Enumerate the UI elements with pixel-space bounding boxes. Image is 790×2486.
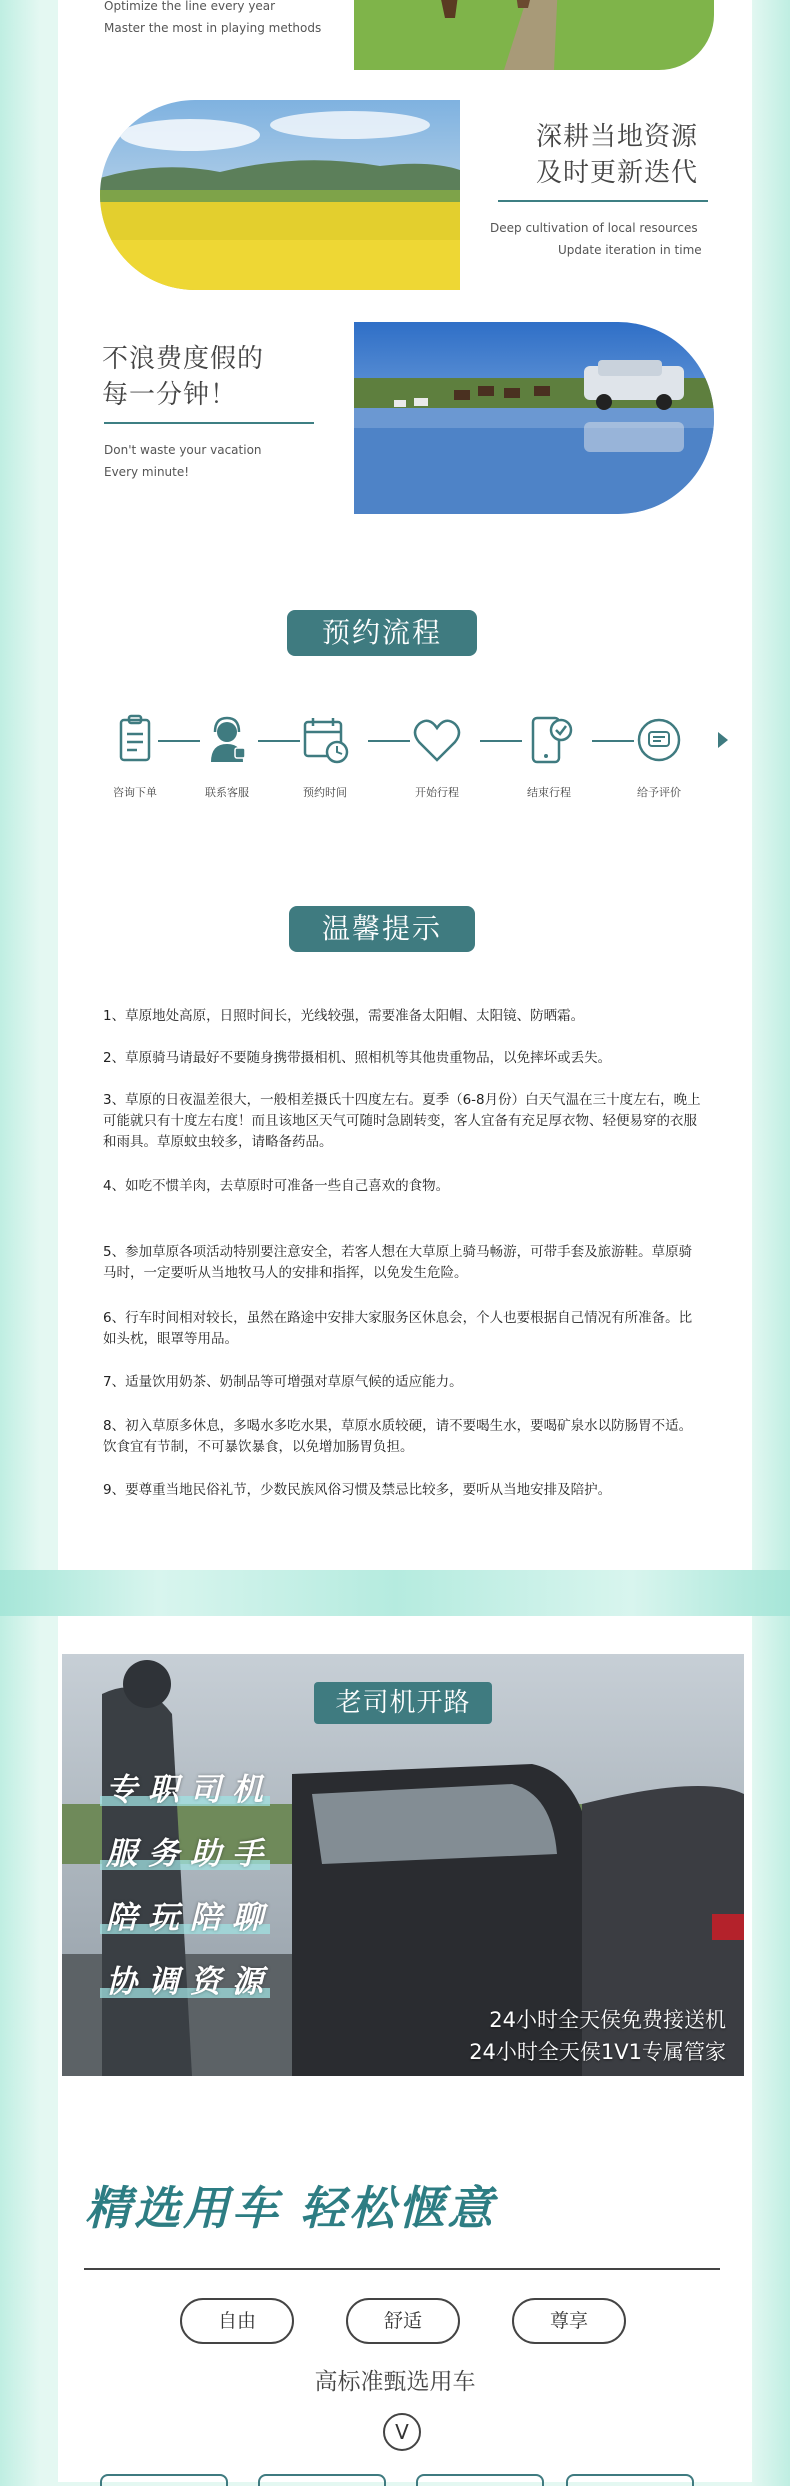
driver-note-1: 24小时全天侯免费接送机 [489, 2008, 726, 2032]
intro-en-line2: Master the most in playing methods [104, 21, 322, 35]
option-premium-button[interactable]: 尊享 [512, 2298, 626, 2344]
bottom-card-tab [566, 2474, 694, 2486]
step-service [182, 712, 272, 800]
bottom-card-tab [416, 2474, 544, 2486]
option-free-button[interactable]: 自由 [180, 2298, 294, 2344]
feature-resources-title-2: 及时更新迭代 [536, 158, 699, 188]
chat-icon [631, 712, 687, 768]
steps-arrow-icon [718, 732, 728, 748]
grassland-trail-photo [354, 0, 714, 70]
step-label-review: 给予评价 [637, 786, 681, 799]
scroll-down-button[interactable]: V [383, 2413, 421, 2451]
step-order [90, 712, 180, 800]
driver-tag: 老司机开路 [314, 1682, 492, 1724]
tip-item: 7、适量饮用奶茶、奶制品等可增强对草原气候的适应能力。 [103, 1374, 463, 1390]
heart-icon [409, 712, 465, 768]
feature-vacation-en-1: Don't waste your vacation [104, 443, 262, 457]
booking-heading: 预约流程 [287, 610, 477, 656]
tip-item: 9、要尊重当地民俗礼节，少数民族风俗习惯及禁忌比较多，要听从当地安排及陪护。 [103, 1482, 612, 1498]
step-label-service: 联系客服 [205, 786, 249, 799]
tip-item: 3、草原的日夜温差很大，一般相差摄氏十四度左右。夏季（6-8月份）白天气温在三十度左右，晚上可能就只有十度左右度！而且该地区天气可随时急剧转变，客人宜备有充足厚衣物、轻便易穿的衣服和雨具。草原蚊虫较多，请略备药品。 [103, 1092, 701, 1150]
step-review [614, 712, 704, 800]
bottom-card-tab [258, 2474, 386, 2486]
tip-item: 4、如吃不惯羊肉，去草原时可准备一些自己喜欢的食物。 [103, 1178, 450, 1194]
phone-check-icon [521, 712, 577, 768]
selection-caption: 高标准甄选用车 [314, 2369, 476, 2395]
step-label-start: 开始行程 [415, 786, 459, 799]
feature-resources-en-2: Update iteration in time [558, 243, 702, 257]
step-label-calendar: 预约时间 [303, 786, 347, 799]
selection-rule [84, 2268, 720, 2270]
selection-title: 精选用车 轻松惬意 [85, 2181, 497, 2235]
slogan-4: 协调资源 [106, 1964, 274, 2000]
slogan-3: 陪玩陪聊 [106, 1900, 274, 1936]
calendar-icon [297, 712, 353, 768]
step-start [392, 712, 482, 800]
step-label-end: 结束行程 [527, 786, 571, 799]
tip-item: 5、参加草原各项活动特别要注意安全，若客人想在大草原上骑马畅游，可带手套及旅游鞋。草原骑马时，一定要听从当地牧马人的安排和指挥，以免发生危险。 [103, 1244, 693, 1281]
feature-vacation-en-2: Every minute! [104, 465, 190, 479]
decorative-band [0, 1570, 790, 1616]
step-calendar [280, 712, 370, 800]
step-label-order: 咨询下单 [113, 786, 157, 799]
feature-vacation-rule [104, 422, 314, 424]
feature-resources-rule [498, 200, 708, 202]
driver-note-2: 24小时全天侯1V1专属管家 [469, 2040, 726, 2064]
order-icon [107, 712, 163, 768]
lake-horses-suv-photo [354, 322, 714, 514]
feature-resources-title-1: 深耕当地资源 [536, 122, 699, 152]
step-end [504, 712, 594, 800]
tip-item: 8、初入草原多休息，多喝水多吃水果，草原水质较硬，请不要喝生水，要喝矿泉水以防肠胃不适。饮食宜有节制，不可暴饮暴食，以免增加肠胃负担。 [103, 1418, 693, 1455]
intro-en-line1: Optimize the line every year [104, 0, 276, 13]
tips-heading: 温馨提示 [289, 906, 475, 952]
bottom-card-tab [100, 2474, 228, 2486]
feature-vacation-title-2: 每一分钟！ [102, 380, 238, 410]
tip-item: 2、草原骑马请最好不要随身携带摄相机、照相机等其他贵重物品，以免摔坏或丢失。 [103, 1050, 612, 1066]
tip-item: 1、草原地处高原，日照时间长，光线较强，需要准备太阳帽、太阳镜、防晒霜。 [103, 1008, 585, 1024]
customer-service-icon [199, 712, 255, 768]
slogan-1: 专职司机 [106, 1772, 274, 1808]
tip-item: 6、行车时间相对较长，虽然在路途中安排大家服务区休息会，个人也要根据自己情况有所准备。比如头枕，眼罩等用品。 [103, 1310, 693, 1347]
option-comfort-button[interactable]: 舒适 [346, 2298, 460, 2344]
rapeseed-field-photo [100, 100, 460, 290]
driver-banner [62, 1654, 744, 2076]
feature-resources-en-1: Deep cultivation of local resources [490, 221, 698, 235]
slogan-2: 服务助手 [106, 1836, 274, 1872]
booking-steps [90, 712, 730, 802]
feature-vacation-title-1: 不浪费度假的 [102, 344, 265, 374]
